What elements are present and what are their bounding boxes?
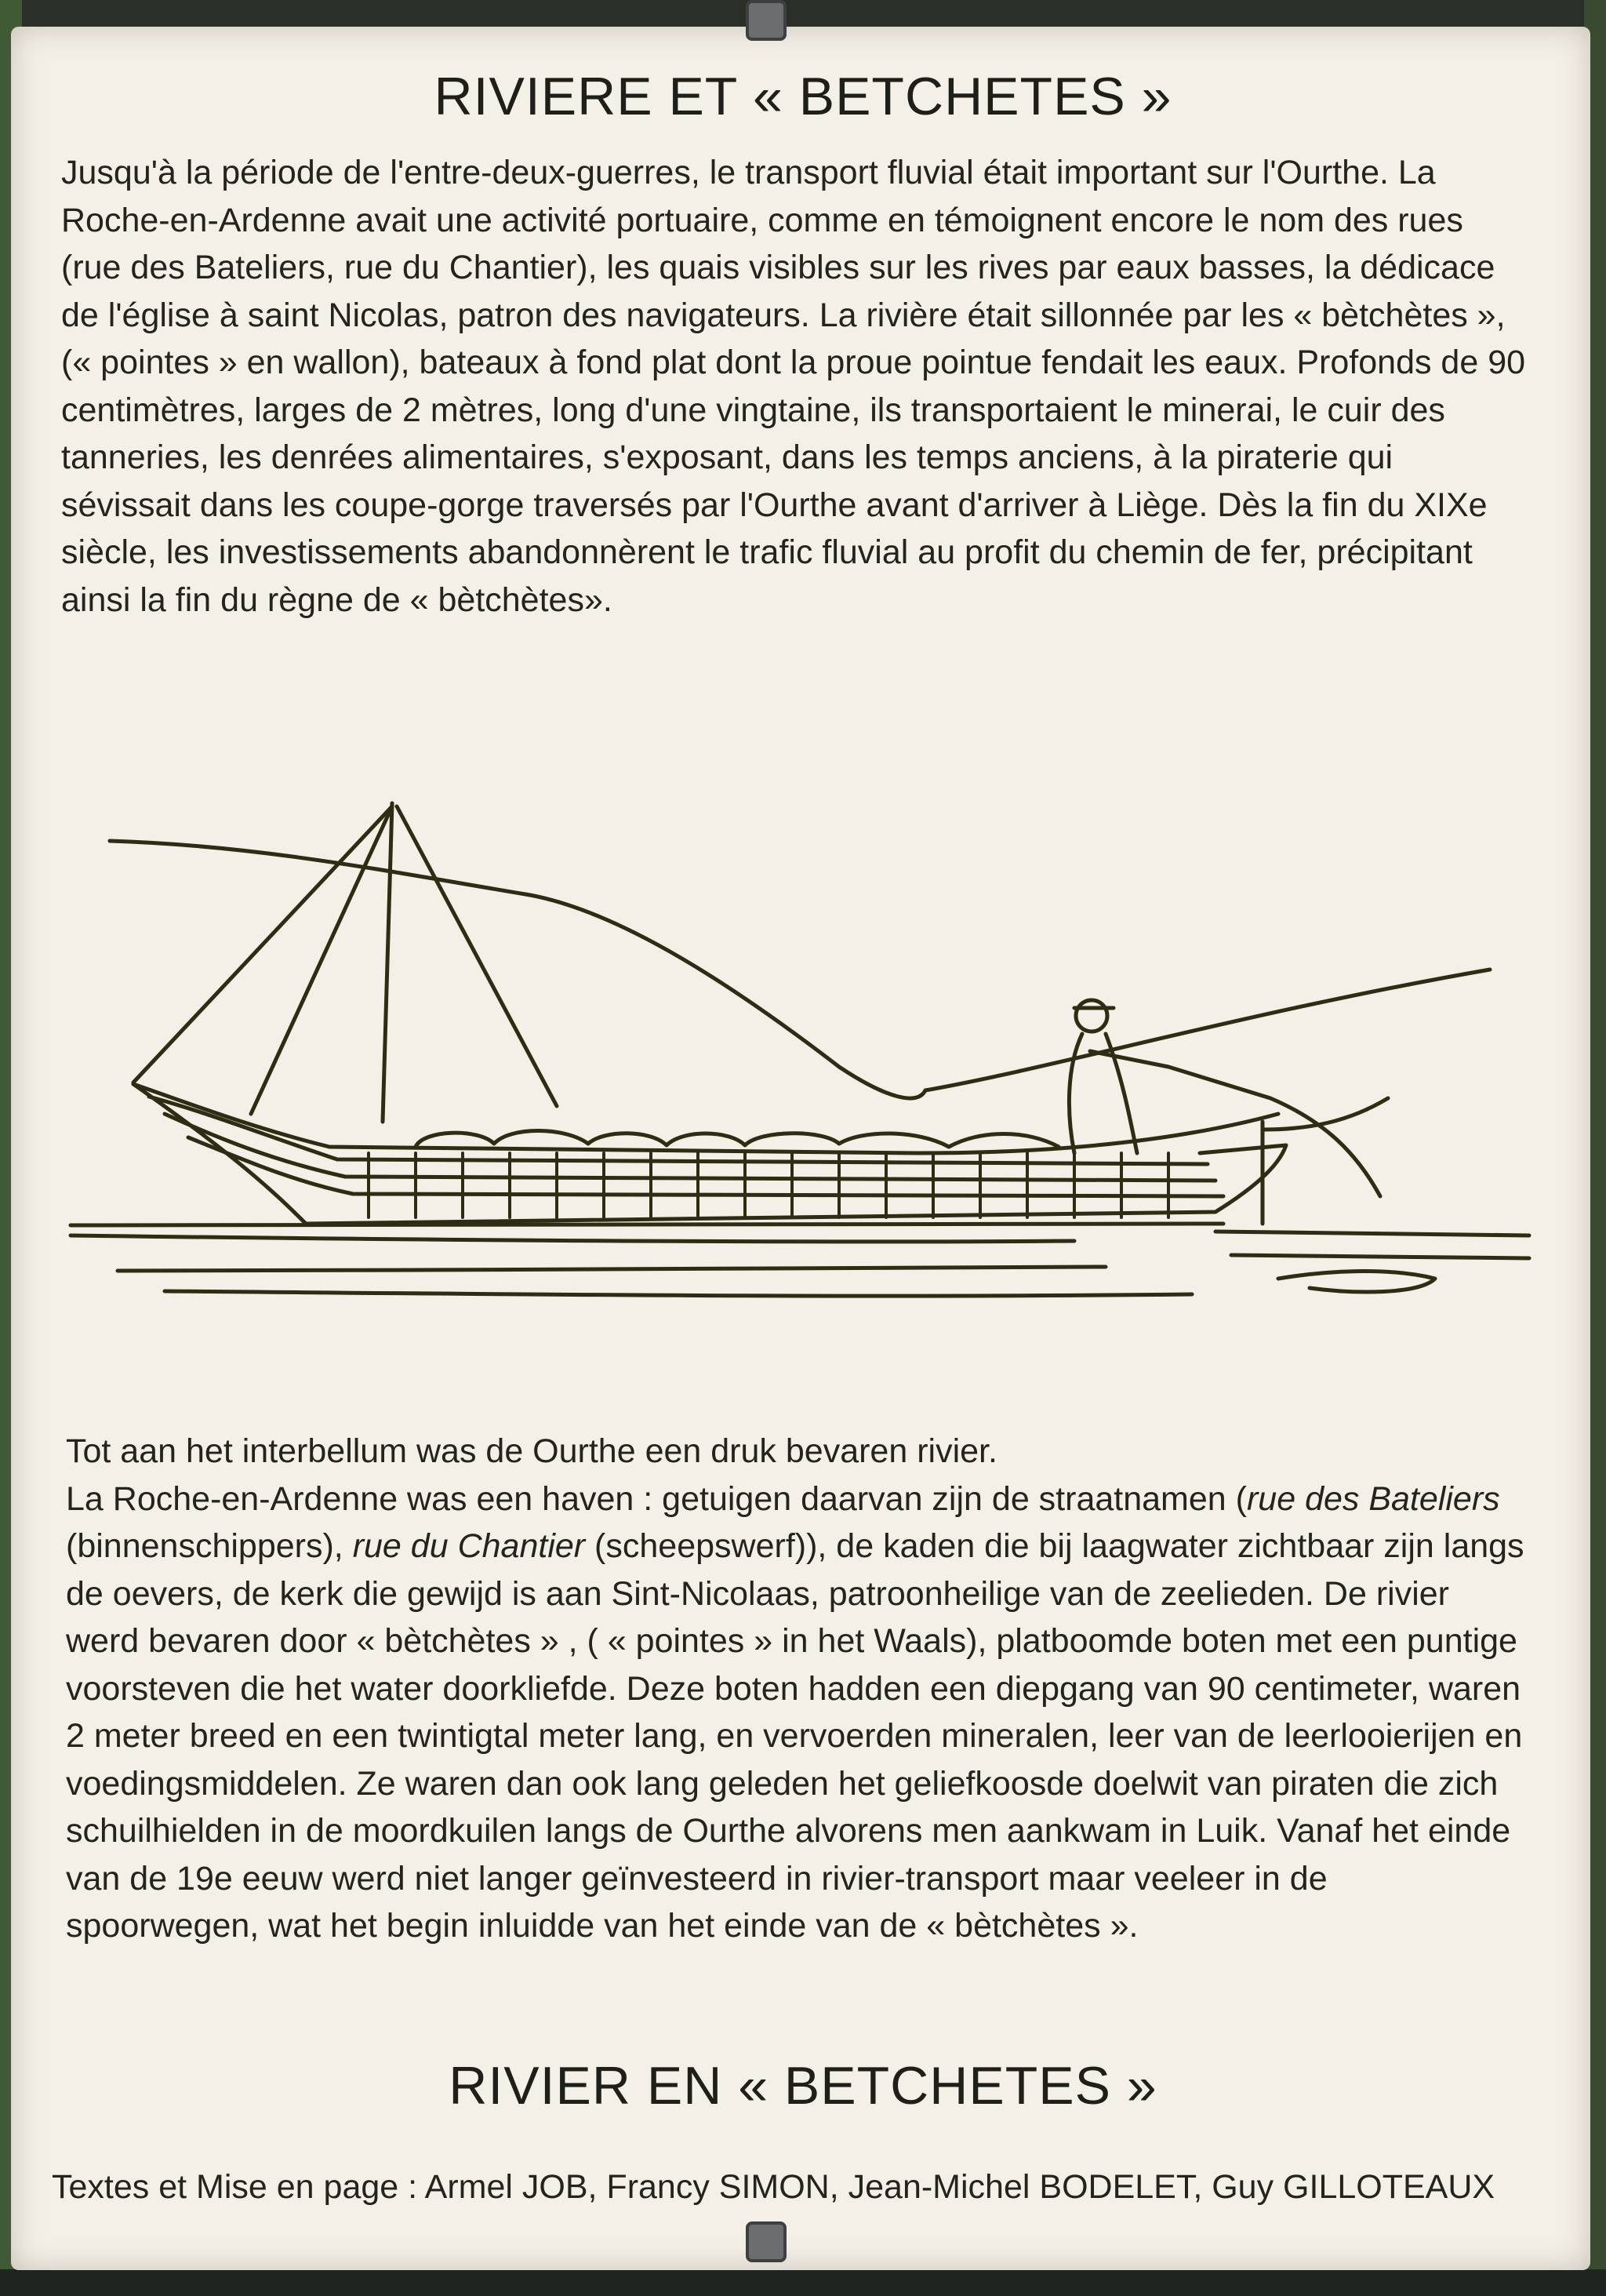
screw-icon-bottom xyxy=(746,2221,787,2262)
text-french: Jusqu'à la période de l'entre-deux-guerres, le transport fluvial était important sur l'Ourthe. La Roche-en-Ardenne avait une activité portuaire, comme en témoignent encore le nom des rues (rue des Bateliers, rue du Chantier), les quais visibles sur les rives par eaux basses, la dédicace de l'église à saint Nicolas, patron des navigateurs. La rivière était sillonnée par les « bètchètes », (« pointes » en wallon), bateaux à fond plat dont la proue pointue fendait les eaux. Profonds de 90 centimètres, larges de 2 mètres, long d'une vingtaine, ils transportaient le minerai, le cuir des tanneries, les denrées alimentaires, s'exposant, dans les temps anciens, à la piraterie qui sévissait dans les coupe-gorge traversés par l'Ourthe avant d'arriver à Liège. Dès la fin du XIXe siècle, les investissements abandonnèrent le trafic fluvial au profit du chemin de fer, précipitant ainsi la fin du règne de « bètchètes». xyxy=(61,154,1526,619)
text-dutch-street1: rue des Bateliers xyxy=(1246,1479,1500,1518)
text-dutch-p2-b: (binnenschippers), xyxy=(66,1527,353,1565)
text-dutch-p2-c: (scheepswerf)), de kaden die bij laagwater zichtbaar zijn langs de oevers, de kerk die gewijd is aan Sint-Nicolaas, patroonheilige van de zeelieden. De rivier werd bevaren door « bètchètes » , ( « pointes » in het Waals), platboomde boten met een puntige voorsteven die het water doorkliefde. Deze boten hadden een diepgang van 90 centimeter, waren 2 meter breed en een twintigtal meter lang, en vervoerden mineralen, leer van de leerlooierijen en voedingsmiddelen. Ze waren dan ook lang geleden het geliefkoosde doelwit van piraten die zich schuilhielden in de moordkuilen langs de Ourthe alvorens men aankwam in Luik. Vanaf het einde van de 19e eeuw werd niet langer geïnvesteerd in rivier-transport maar veeleer in de spoorwegen, wat het begin inluidde van het einde van de « bètchètes ». xyxy=(66,1527,1524,1945)
title-dutch: RIVIER EN « BETCHETES » xyxy=(449,2056,1157,2116)
background-bottom xyxy=(0,2269,1606,2296)
text-dutch-line1: Tot aan het interbellum was de Ourthe een druk bevaren rivier. xyxy=(66,1432,997,1470)
title-french: RIVIERE ET « BETCHETES » xyxy=(434,67,1172,126)
text-dutch-p2-a: La Roche-en-Ardenne was een haven : getuigen daarvan zijn de straatnamen ( xyxy=(66,1479,1247,1518)
credits: Textes et Mise en page : Armel JOB, Francy SIMON, Jean-Michel BODELET, Guy GILLOTEAUX xyxy=(52,2168,1495,2206)
text-dutch xyxy=(66,1428,1524,1950)
boat-drawing-icon xyxy=(55,784,1545,1396)
screw-icon-top xyxy=(746,0,787,41)
text-dutch-street2: rue du Chantier xyxy=(352,1527,586,1565)
